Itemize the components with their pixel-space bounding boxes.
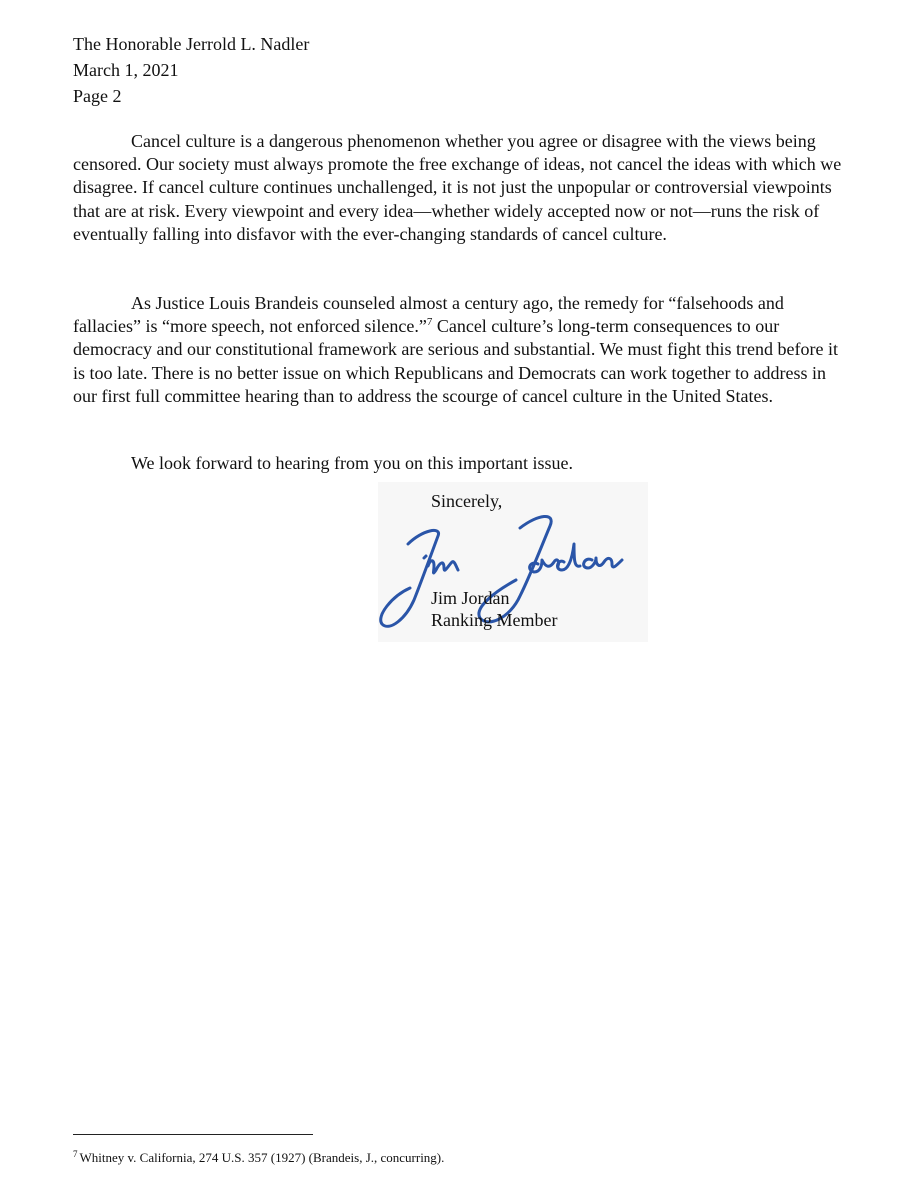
page-number-line: Page 2: [73, 86, 122, 106]
date-line: March 1, 2021: [73, 60, 179, 80]
footnote-reference: 7: [426, 316, 433, 329]
salutation: Sincerely,: [431, 491, 503, 511]
paragraph-3-text: We look forward to hearing from you on this important issue.: [131, 453, 573, 473]
paragraph-closing-remark: [73, 452, 853, 475]
paragraph-cancel-culture: [73, 130, 853, 246]
paragraph-1-text: Cancel culture is a dangerous phenomenon whether you agree or disagree with the views being censored. Our society must always promote the free exchange of ideas, not cancel the ideas with which we disagree. If cancel culture continues unchallenged, it is not just the unpopular or controversial viewpoints that are at risk. Every viewpoint and every idea—whether widely accepted now or not—runs the risk of eventually falling into disfavor with the ever-changing standards of cancel culture.: [73, 131, 842, 244]
footnote-text: Whitney v. California, 274 U.S. 357 (1927) (Brandeis, J., concurring).: [79, 1150, 445, 1165]
footnote-separator: [73, 1134, 313, 1135]
footnote: [73, 1149, 444, 1167]
footnote-number: 7: [73, 1148, 78, 1159]
recipient-line: The Honorable Jerrold L. Nadler: [73, 34, 310, 54]
paragraph-2-text-start: As Justice Louis Brandeis counseled almost a century ago, the remedy for “falsehoods and fallacies” is “more speech, not enforced silence.”: [73, 293, 784, 337]
paragraph-brandeis: [73, 292, 853, 408]
letter-header: [73, 31, 309, 109]
signer-title: Ranking Member: [431, 610, 558, 630]
signer-name: Jim Jordan: [431, 588, 510, 608]
paragraph-2-text-end: Cancel culture’s long-term consequences to our democracy and our constitutional framework are serious and substantial. We must fight this trend before it is too late. There is no better issue on which Republicans and Democrats can work together to address in our first full committee hearing than to address the scourge of cancel culture in the United States.: [73, 316, 839, 406]
